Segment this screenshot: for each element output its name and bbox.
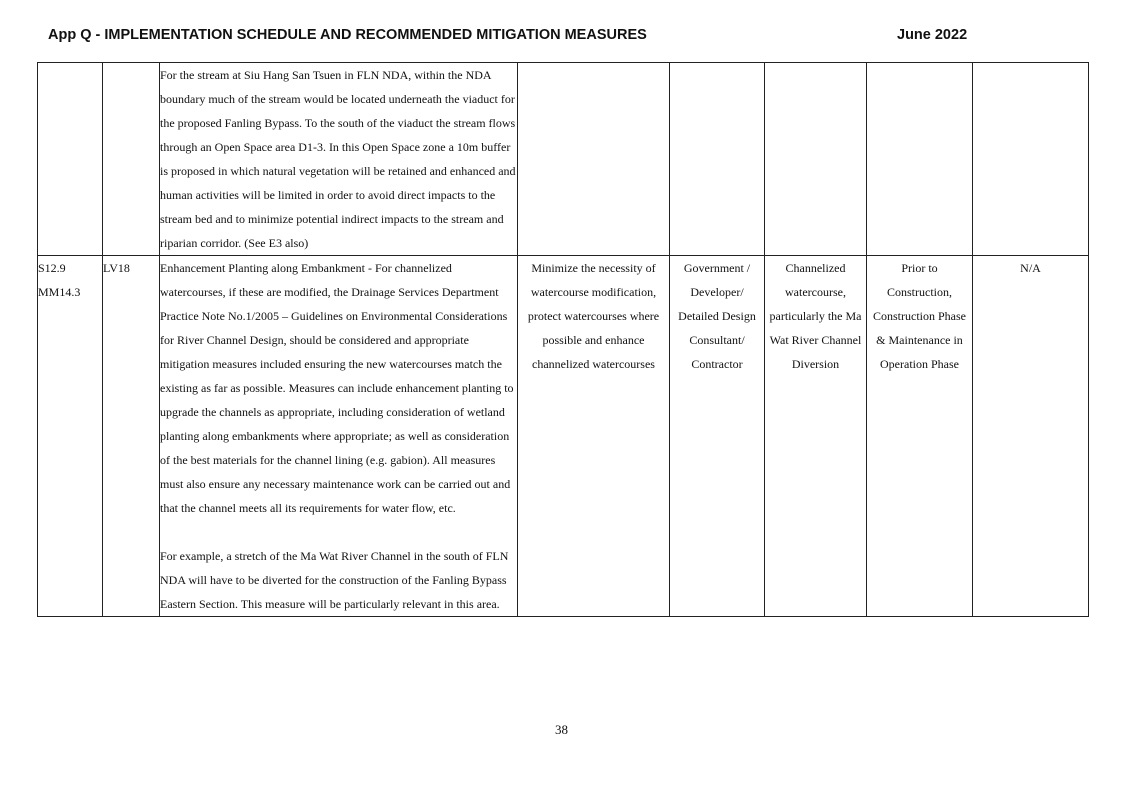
implementer-line: Developer/ [690,285,744,299]
implementer-cell [670,63,765,256]
page-number: 38 [555,722,568,737]
location-line: particularly the Ma [769,309,862,323]
eia-ref: S12.9 [38,261,66,275]
objectives-cell [518,256,670,617]
location-line: watercourse, [785,285,846,299]
em-ref: MM14.3 [38,285,81,299]
objectives-line: protect watercourses where [527,309,660,323]
description-paragraph: Enhancement Planting along Embankment - For channelized watercourses, if these are modified, the Drainage Services Department Practice Note No.1/2005 – Guidelines on Environmental Considerations for River Channel Design, should be considered and appropriate mitigation measures included ensuring the new watercourses match the existing as far as possible. Measures can include enhancement planting to upgrade the channels as appropriate, including consideration of wetland planting along embankments where appropriate; as well as consideration of the best materials for the channel lining (e.g. gabion). All measures must also ensure any necessary maintenance work can be carried out and that the channel meets all its requirements for water flow, etc. [160,261,514,515]
location-cell [765,63,867,256]
objectives-cell [518,63,670,256]
implementer-line: Contractor [691,357,743,371]
timing-line: Construction, [887,285,952,299]
objectives-line: watercourse modification, [530,285,657,299]
timing-line: & Maintenance in [876,333,963,347]
paragraph-gap [160,520,517,544]
timing-line: Operation Phase [880,357,959,371]
timing-cell [867,256,973,617]
requirements-cell: N/A [973,256,1089,617]
log-ref-cell: LV18 [103,256,160,617]
timing-line: Prior to [901,261,938,275]
description-paragraph: For example, a stretch of the Ma Wat River Channel in the south of FLN NDA will have to be diverted for the construction of the Fanling Bypass Eastern Section. This measure will be particularly relevant in this area. [160,549,509,611]
document-date: June 2022 [897,27,968,43]
eia-ref-cell [38,63,103,256]
location-line: Channelized [785,261,846,275]
table-row [38,63,1089,256]
location-line: Wat River Channel [769,333,862,347]
objectives-line: possible and enhance [542,333,645,347]
measure-description-cell [160,256,518,617]
implementer-line: Consultant/ [689,333,745,347]
requirements-cell [973,63,1089,256]
eia-ref-cell [38,256,103,617]
timing-line: Construction Phase [873,309,966,323]
implementer-cell [670,256,765,617]
objectives-line: Minimize the necessity of [531,261,656,275]
implementer-line: Detailed Design [678,309,756,323]
log-ref-cell [103,63,160,256]
implementer-line: Government / [683,261,751,275]
document-title: App Q - IMPLEMENTATION SCHEDULE AND RECOMMENDED MITIGATION MEASURES [48,27,647,43]
mitigation-schedule-table [37,62,1089,617]
measure-description-cell: For the stream at Siu Hang San Tsuen in FLN NDA, within the NDA boundary much of the stream would be located underneath the viaduct for the proposed Fanling Bypass. To the south of the viaduct the stream flows through an Open Space area D1-3. In this Open Space zone a 10m buffer is proposed in which natural vegetation will be retained and enhanced and human activities will be limited in order to avoid direct impacts to the stream bed and to minimize potential indirect impacts to the stream and riparian corridor. (See E3 also) [160,63,518,256]
objectives-line: channelized watercourses [532,357,655,371]
timing-cell [867,63,973,256]
location-line: Diversion [791,357,840,371]
location-cell [765,256,867,617]
table-row [38,256,1089,617]
